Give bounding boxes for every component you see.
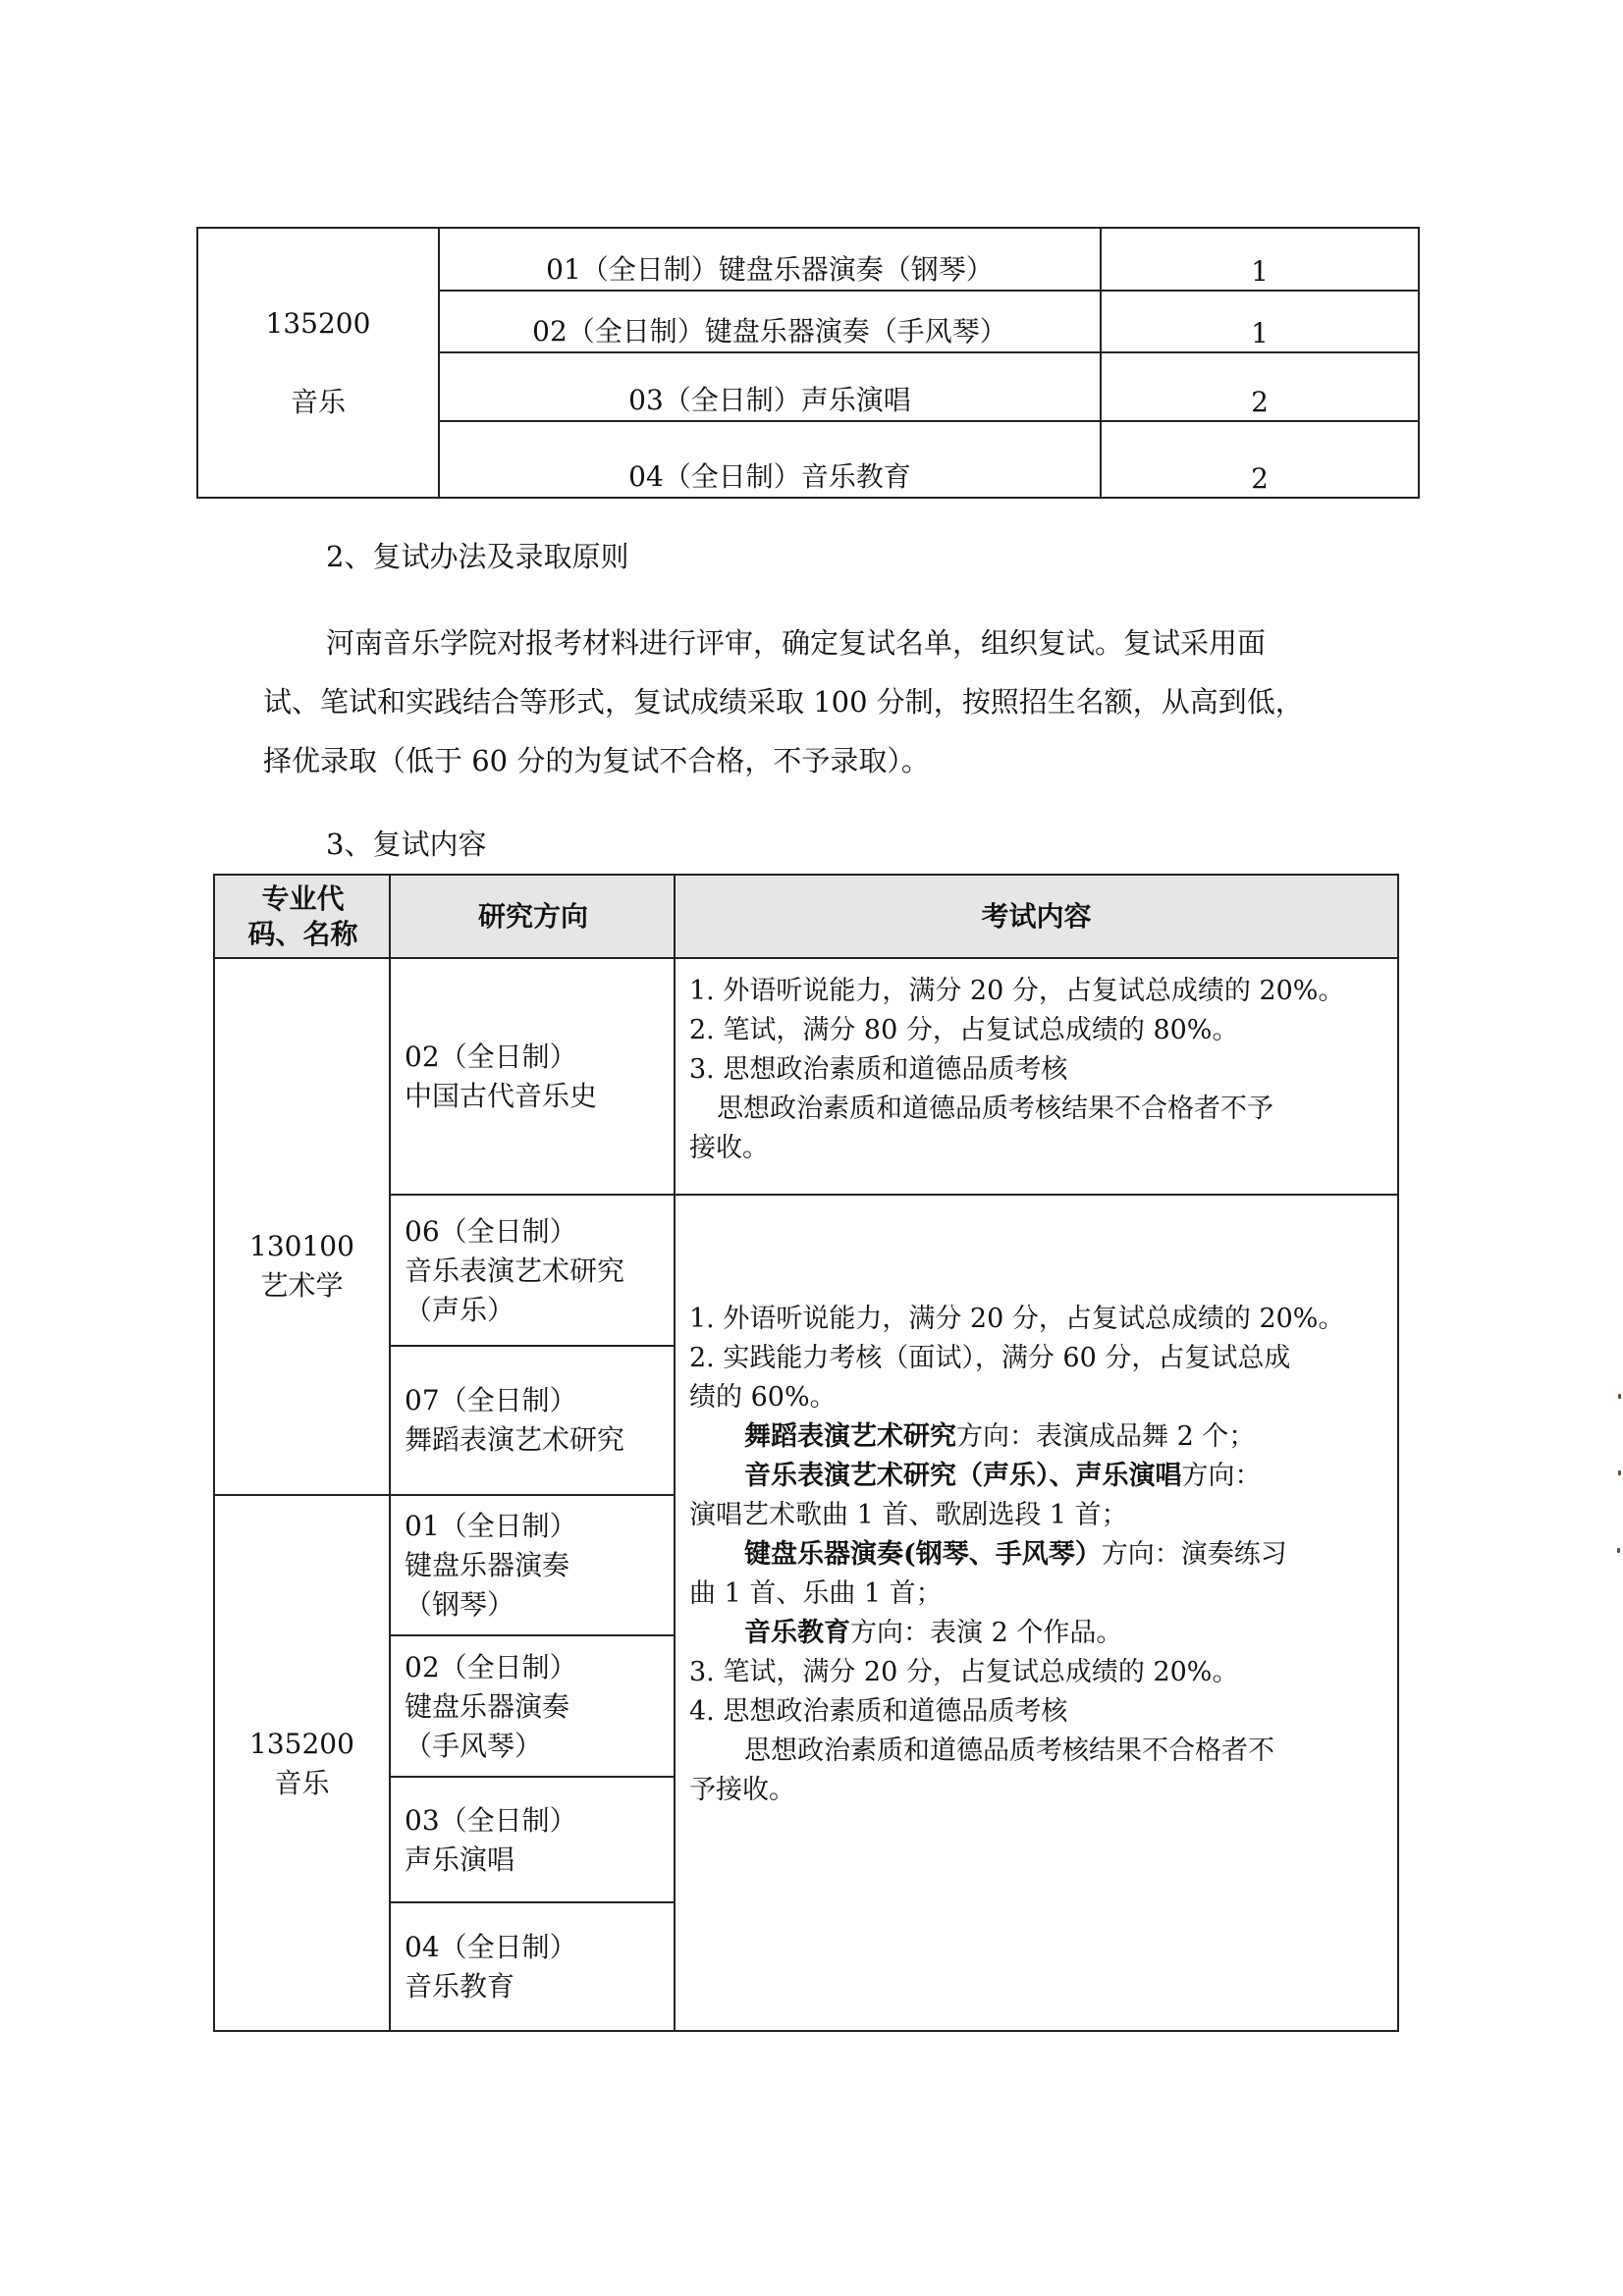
vocal-label: 音乐表演艺术研究（声乐）、声乐演唱 (744, 1461, 1182, 1491)
quota-count: 2 (1251, 386, 1269, 418)
quota-row (440, 422, 1418, 497)
quota-table (196, 227, 1420, 499)
major-name: 音乐 (274, 1767, 330, 1799)
quota-row (440, 353, 1418, 422)
quota-row (440, 229, 1418, 292)
direction-cell (391, 1496, 674, 1635)
content-line: 演唱艺术歌曲 1 首、歌剧选段 1 首； (689, 1500, 1128, 1530)
direction-cell (391, 959, 674, 1195)
quota-count: 1 (1251, 317, 1269, 349)
quota-major-name: 音乐 (290, 385, 346, 418)
quota-direction: 04（全日制）音乐教育 (440, 422, 1102, 497)
content-line: 4. 思想政治素质和道德品质考核 (689, 1696, 1068, 1727)
header-direction: 研究方向 (477, 899, 588, 933)
major-name: 艺术学 (260, 1268, 344, 1302)
direction-code: 02（全日制） (405, 1650, 577, 1683)
content-line: 1. 外语听说能力，满分 20 分，占复试总成绩的 20%。 (689, 976, 1345, 1006)
direction-code: 01（全日制） (405, 1510, 577, 1542)
section-heading-3: 3、复试内容 (326, 828, 487, 861)
major-code: 135200 (249, 1728, 354, 1760)
keyboard-label: 键盘乐器演奏(钢琴、手风琴） (744, 1539, 1102, 1570)
direction-name: 键盘乐器演奏 (405, 1549, 570, 1581)
content-line-dance (689, 1417, 1385, 1457)
quota-direction: 03（全日制）声乐演唱 (440, 353, 1102, 420)
direction-sub: （声乐） (405, 1294, 515, 1326)
direction-code: 03（全日制） (405, 1804, 577, 1837)
row-divider (676, 1194, 1397, 1196)
scan-speck (1618, 1394, 1621, 1399)
scan-speck (1618, 1470, 1621, 1475)
direction-name: 音乐表演艺术研究 (405, 1255, 625, 1287)
content-line-education (689, 1614, 1385, 1653)
header-content: 考试内容 (981, 899, 1092, 933)
keyboard-text: 方向：演奏练习 (1101, 1539, 1287, 1570)
quota-major-cell (198, 229, 440, 497)
content-line: 2. 实践能力考核（面试），满分 60 分，占复试总成 (689, 1343, 1291, 1373)
content-line: 接收。 (689, 1133, 769, 1163)
direction-name: 音乐教育 (405, 1970, 515, 2002)
direction-name: 声乐演唱 (405, 1843, 515, 1876)
direction-sub: （钢琴） (405, 1588, 515, 1621)
direction-cell (391, 1778, 674, 1903)
direction-name: 舞蹈表演艺术研究 (405, 1423, 625, 1456)
direction-cell (391, 1636, 674, 1777)
major-cell-135200 (215, 1496, 389, 2032)
quota-count: 1 (1251, 255, 1269, 288)
direction-cell (391, 1347, 674, 1494)
header-major-label: 专业代码、名称 (247, 881, 358, 950)
content-line: 予接收。 (689, 1775, 795, 1805)
dance-label: 舞蹈表演艺术研究 (744, 1421, 956, 1452)
direction-code: 04（全日制） (405, 1931, 577, 1963)
direction-sub: （手风琴） (405, 1729, 543, 1762)
dance-text: 方向：表演成品舞 2 个； (956, 1421, 1256, 1452)
education-text: 方向：表演 2 个作品。 (850, 1618, 1123, 1648)
major-cell-130100 (215, 959, 389, 1573)
vocal-text: 方向： (1181, 1461, 1262, 1491)
table-header (215, 876, 1397, 959)
content-line: 思想政治素质和道德品质考核结果不合格者不予 (717, 1094, 1273, 1124)
content-line: 思想政治素质和道德品质考核结果不合格者不 (744, 1735, 1274, 1766)
content-line: 绩的 60%。 (689, 1382, 837, 1413)
quota-count: 2 (1251, 462, 1269, 495)
scan-speck (1617, 1548, 1620, 1553)
content-line: 1. 外语听说能力，满分 20 分，占复试总成绩的 20%。 (689, 1304, 1345, 1334)
content-line: 曲 1 首、乐曲 1 首； (689, 1578, 943, 1609)
content-table (213, 874, 1399, 2032)
direction-code: 06（全日制） (405, 1215, 577, 1248)
quota-major-code: 135200 (265, 306, 371, 340)
direction-name: 键盘乐器演奏 (405, 1689, 570, 1723)
header-major (215, 876, 391, 957)
major-code: 130100 (249, 1229, 354, 1262)
content-line-keyboard (689, 1535, 1385, 1575)
content-line: 3. 笔试，满分 20 分，占复试总成绩的 20%。 (689, 1657, 1239, 1687)
section-heading-2: 2、复试办法及录取原则 (326, 540, 629, 573)
direction-name: 中国古代音乐史 (405, 1080, 598, 1112)
direction-code: 02（全日制） (405, 1041, 577, 1073)
content-cell-b (676, 1300, 1397, 1810)
content-line-vocal (689, 1457, 1385, 1496)
paragraph-line: 择优录取（低于 60 分的为复试不合格，不予录取）。 (263, 744, 930, 777)
content-line: 2. 笔试，满分 80 分，占复试总成绩的 80%。 (689, 1015, 1239, 1045)
quota-direction: 01（全日制）键盘乐器演奏（钢琴） (440, 229, 1102, 290)
direction-cell (391, 1196, 674, 1347)
quota-row (440, 292, 1418, 353)
education-label: 音乐教育 (744, 1618, 850, 1648)
content-line: 3. 思想政治素质和道德品质考核 (689, 1054, 1068, 1085)
paragraph-line: 河南音乐学院对报考材料进行评审，确定复试名单，组织复试。复试采用面 (326, 626, 1267, 660)
content-cell-a (676, 972, 1397, 1194)
paragraph-line: 试、笔试和实践结合等形式，复试成绩采取 100 分制，按照招生名额，从高到低， (263, 685, 1304, 719)
direction-cell (391, 1903, 674, 2031)
quota-direction: 02（全日制）键盘乐器演奏（手风琴） (440, 292, 1102, 351)
direction-code: 07（全日制） (405, 1384, 577, 1416)
